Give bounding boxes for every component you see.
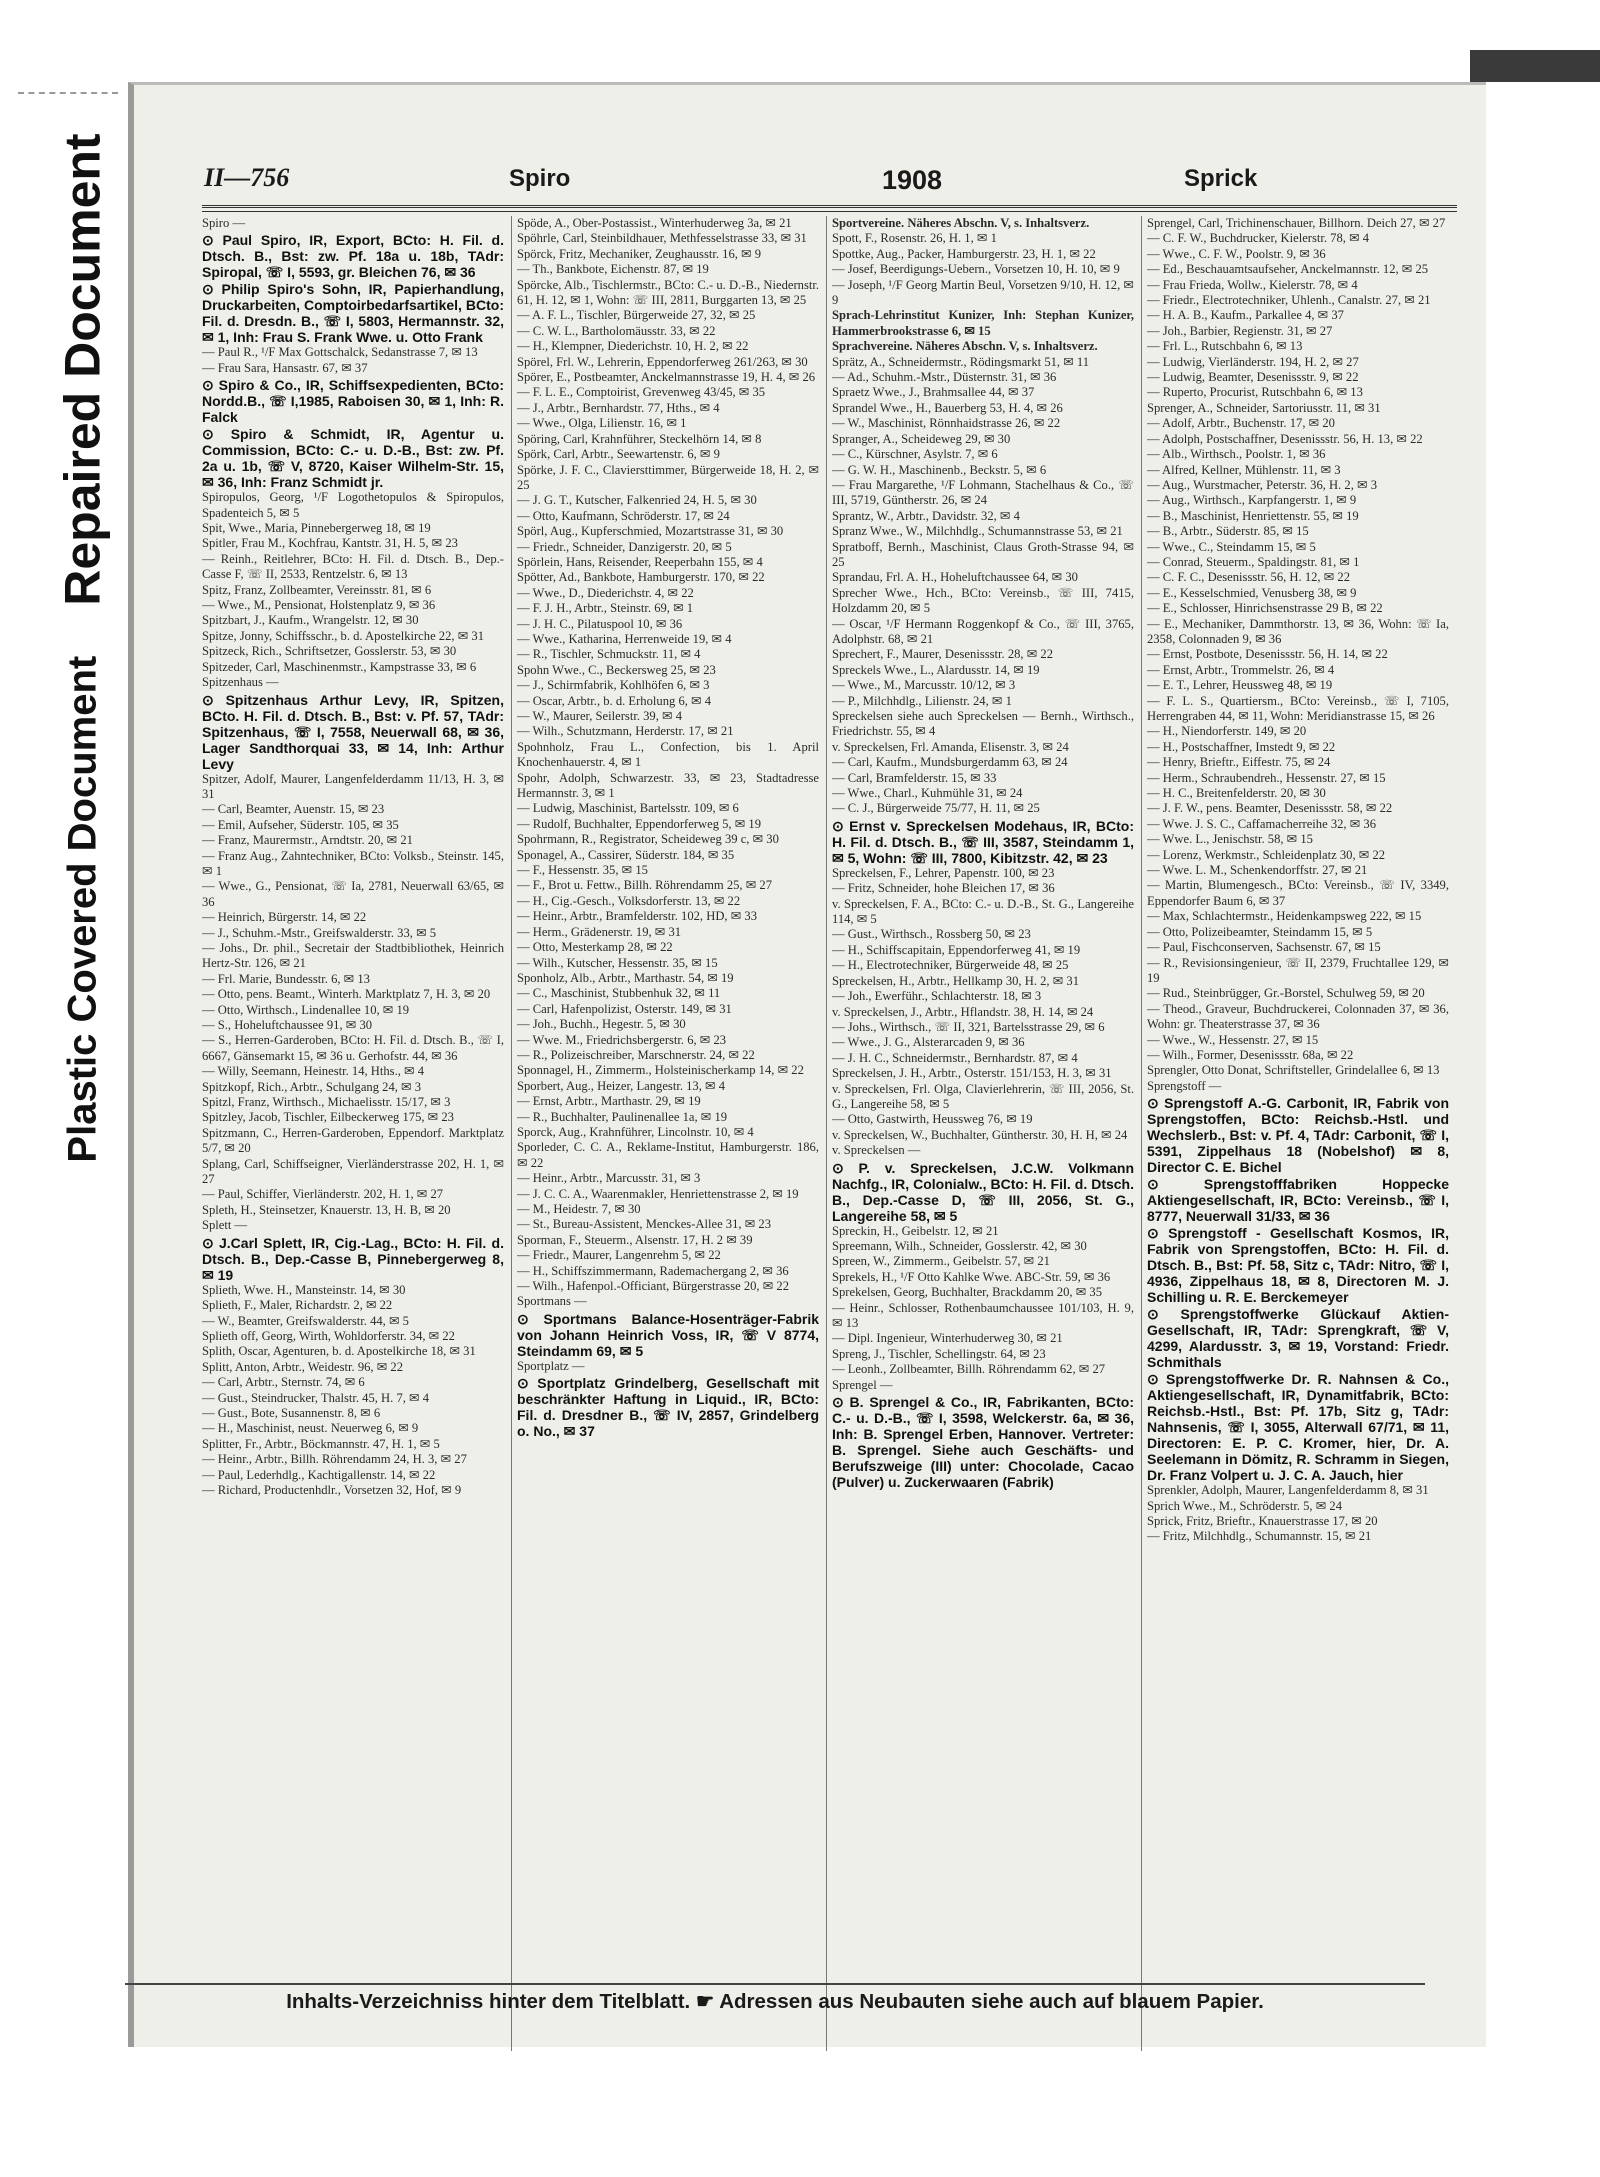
directory-entry: Sponholz, Alb., Arbtr., Marthastr. 54, ✉ 19	[517, 970, 734, 985]
directory-entry: Sprengel —	[832, 1377, 893, 1392]
directory-entry: — Frau Frieda, Wollw., Kielerstr. 78, ✉ 4	[1147, 277, 1358, 292]
directory-entry: — Emil, Aufseher, Süderstr. 105, ✉ 35	[202, 817, 399, 832]
directory-entry: — E., Schlosser, Hinrichsenstrasse 29 B, ✉ 22	[1147, 601, 1383, 616]
directory-entry: — W., Maurer, Seilerstr. 39, ✉ 4	[517, 709, 683, 723]
directory-entry: — W., Beamter, Greifswalderstr. 44, ✉ 5	[202, 1313, 409, 1328]
directory-entry: Sprenkler, Adolph, Maurer, Langenfelderdamm 8, ✉ 31	[1147, 1483, 1429, 1498]
directory-entry: — H., Niendorferstr. 149, ✉ 20	[1147, 724, 1307, 739]
directory-entry: — Ludwig, Vierländerstr. 194, H. 2, ✉ 27	[1147, 354, 1359, 369]
directory-entry: — Alb., Wirthsch., Poolstr. 1, ✉ 36	[1147, 447, 1326, 462]
directory-entry: — J. G. T., Kutscher, Falkenried 24, H. 5, ✉ 30	[517, 493, 757, 508]
directory-entry: Spreckin, H., Geibelstr. 12, ✉ 21	[832, 1223, 999, 1238]
directory-entry: Spranz Wwe., W., Milchhdlg., Schumannstrasse 53, ✉ 21	[832, 524, 1123, 539]
page-number: II—756	[204, 163, 290, 192]
directory-entry: Sprandau, Frl. A. H., Hoheluftchaussee 64, ✉ 30	[832, 570, 1078, 585]
directory-entry: Spitz, Franz, Zollbeamter, Vereinsstr. 81, ✉ 6	[202, 582, 432, 597]
side-label-line1: Plastic Covered Document	[60, 655, 105, 1163]
directory-entry: Spitzenhaus —	[202, 675, 279, 690]
directory-entry: ⊙ Sprengstoff - Gesellschaft Kosmos, IR, Fabrik von Sprengstoffen, BCto: H. Fil. d. Dtsch. B., Bst: Pf. 58, Sitz c, TAdr: Nitro, ☏ I, 4936, Zippelhaus 18, ✉ 8, Directoren M. J. Schilling u. R. E. Berckemeyer	[1147, 1225, 1449, 1306]
page-footer: Inhalts-Verzeichniss hinter dem Titelblatt. ☛ Adressen aus Neubauten siehe auch auf blauem Papier.	[125, 1983, 1425, 2014]
directory-entry: — Adolph, Postschaffner, Desenissstr. 56, H. 13, ✉ 22	[1147, 431, 1423, 446]
directory-entry: — Frl. Marie, Bundesstr. 6, ✉ 13	[202, 971, 370, 986]
directory-entry: v. Spreckelsen, J., Arbtr., Hflandstr. 38, H. 14, ✉ 24	[832, 1004, 1094, 1019]
directory-entry: — Reinh., Reitlehrer, BCto: H. Fil. d. Dtsch. B., Dep.-Casse F, ☏ II, 2533, Rentzelstr. 6, ✉ 13	[202, 551, 504, 582]
directory-entry: ⊙ Spiro & Co., IR, Schiffsexpedienten, BCto: Nordd.B., ☏ I,1985, Raboisen 30, ✉ 1, Inh: R. Falck	[202, 377, 504, 426]
directory-entry: — Ludwig, Beamter, Desenissstr. 9, ✉ 22	[1147, 370, 1359, 385]
directory-entry: Spörke, J. F. C., Claviersttimmer, Bürgerweide 18, H. 2, ✉ 25	[517, 462, 819, 492]
directory-entry: Spörl, Aug., Kupferschmied, Mozartstrasse 31, ✉ 30	[517, 524, 784, 539]
directory-entry: — A. F. L., Tischler, Bürgerweide 27, 32, ✉ 25	[517, 308, 756, 323]
directory-entry: Spohn Wwe., C., Beckersweg 25, ✉ 23	[517, 662, 716, 677]
directory-entry: ⊙ B. Sprengel & Co., IR, Fabrikanten, BCto: C.- u. D.-B., ☏ I, 3598, Welckerstr. 6a, ✉ 36, Inh: B. Sprengel Erben, Hannover. Vertreter: B. Sprengel. Siehe auch Geschäfts- und Berufszweige (III) unter: Chocolade, Cacao (Pulver) u. Zuckerwaaren (Fabrik)	[832, 1394, 1134, 1491]
directory-entry: — C., Kürschner, Asylstr. 7, ✉ 6	[832, 447, 998, 462]
directory-entry: v. Spreckelsen, F. A., BCto: C.- u. D.-B., St. G., Langereihe 114, ✉ 5	[832, 896, 1134, 927]
column-1	[202, 216, 504, 2051]
directory-entry: — Josef, Beerdigungs-Uebern., Vorsetzen 10, H. 10, ✉ 9	[832, 262, 1120, 277]
directory-entry: — Martin, Blumengesch., BCto: Vereinsb., ☏ IV, 3349, Eppendorfer Baum 6, ✉ 37	[1147, 878, 1449, 908]
directory-entry: — Rudolf, Buchhalter, Eppendorferweg 5, ✉ 19	[517, 816, 762, 831]
directory-entry: — Gust., Steindrucker, Thalstr. 45, H. 7, ✉ 4	[202, 1390, 430, 1405]
directory-entry: Sponnagel, H., Zimmerm., Holsteinischerkamp 14, ✉ 22	[517, 1063, 804, 1078]
directory-entry: — Wwe., D., Diederichstr. 4, ✉ 22	[517, 585, 694, 600]
directory-entry: — Heinr., Schlosser, Rothenbaumchaussee 101/103, H. 9, ✉ 13	[832, 1300, 1134, 1330]
directory-entry: — E., Kesselschmied, Venusberg 38, ✉ 9	[1147, 585, 1357, 600]
directory-entry: Splith, Oscar, Agenturen, b. d. Apostelkirche 18, ✉ 31	[202, 1344, 476, 1359]
directory-entry: — S., Herren-Garderoben, BCto: H. Fil. d. Dtsch. B., ☏ I, 6667, Gänsemarkt 15, ✉ 36 u. Gerhofstr. 44, ✉ 36	[202, 1033, 504, 1063]
directory-page	[128, 82, 1486, 2047]
directory-entry: — J. H. C., Schneidermstr., Bernhardstr. 87, ✉ 4	[832, 1050, 1078, 1065]
directory-entry: — H., Schiffszimmermann, Rademachergang 2, ✉ 36	[517, 1263, 789, 1278]
column-2	[517, 216, 819, 2051]
directory-entry: — P., Milchhdlg., Lilienstr. 24, ✉ 1	[832, 693, 1012, 708]
directory-entry: Sprengel, Carl, Trichinenschauer, Billhorn. Deich 27, ✉ 27	[1147, 216, 1446, 230]
directory-entry: Sporck, Aug., Krahnführer, Lincolnstr. 10, ✉ 4	[517, 1124, 754, 1139]
directory-entry: — Otto, Gastwirth, Heussweg 76, ✉ 19	[832, 1112, 1033, 1127]
directory-entry: — Paul, Schiffer, Vierländerstr. 202, H. 1, ✉ 27	[202, 1187, 444, 1202]
directory-entry: Sporleder, C. C. A., Reklame-Institut, Hamburgerstr. 186, ✉ 22	[517, 1140, 819, 1170]
directory-entry: Spiro —	[202, 216, 246, 230]
directory-entry: Spitzer, Adolf, Maurer, Langenfelderdamm 11/13, H. 3, ✉ 31	[202, 771, 504, 801]
header-year: 1908	[882, 165, 943, 195]
directory-entry: — E. T., Lehrer, Heussweg 48, ✉ 19	[1147, 678, 1333, 693]
directory-entry: — Franz, Maurermstr., Arndtstr. 20, ✉ 21	[202, 833, 413, 848]
directory-entry: Sportmans —	[517, 1294, 587, 1309]
directory-entry: ⊙ Ernst v. Spreckelsen Modehaus, IR, BCto: H. Fil. d. Dtsch. B., ☏ III, 3587, Steindamm 1, ✉ 5, Wohn: ☏ III, 7800, Kibitzstr. 42, ✉ 23	[832, 817, 1134, 866]
directory-entry: Spörer, E., Postbeamter, Anckelmannstrasse 19, H. 4, ✉ 26	[517, 370, 816, 385]
directory-entry: — Joh., Ewerführ., Schlachterstr. 18, ✉ 3	[832, 989, 1042, 1004]
directory-entry: — Adolf, Arbtr., Buchenstr. 17, ✉ 20	[1147, 416, 1335, 431]
directory-entry: Spraetz Wwe., J., Brahmsallee 44, ✉ 37	[832, 385, 1035, 400]
directory-entry: — Ernst, Arbtr., Trommelstr. 26, ✉ 4	[1147, 662, 1335, 677]
directory-entry: ⊙ Sportplatz Grindelberg, Gesellschaft mit beschränkter Haftung in Liquid., IR, BCto: Fil. d. Dresdner B., ☏ IV, 2857, Grindelberg o. No., ✉ 37	[517, 1375, 819, 1440]
directory-entry: — F., Hessenstr. 35, ✉ 15	[517, 863, 648, 878]
directory-entry: Spitler, Frau M., Kochfrau, Kantstr. 31, H. 5, ✉ 23	[202, 536, 458, 551]
directory-entry: — Wilh., Schutzmann, Herderstr. 17, ✉ 21	[517, 724, 734, 739]
directory-entry: — Frl. L., Rutschbahn 6, ✉ 13	[1147, 339, 1303, 354]
directory-entry: — J. H. C., Pilatuspool 10, ✉ 36	[517, 616, 683, 631]
directory-entry: — Conrad, Steuerm., Spaldingstr. 81, ✉ 1	[1147, 554, 1360, 569]
directory-entry: — Friedr., Schneider, Danzigerstr. 20, ✉ 5	[517, 539, 732, 554]
directory-entry: Spreckelsen, F., Lehrer, Papenstr. 100, ✉ 23	[832, 865, 1055, 880]
directory-entry: — H., Postschaffner, Imstedt 9, ✉ 22	[1147, 739, 1336, 754]
directory-entry: — Wwe. M., Friedrichsbergerstr. 6, ✉ 23	[517, 1032, 727, 1047]
column-divider	[1141, 216, 1142, 2051]
directory-entry: — Carl, Bramfelderstr. 15, ✉ 33	[832, 770, 997, 785]
directory-entry: — E., Mechaniker, Dammthorstr. 13, ✉ 36, Wohn: ☏ Ia, 2358, Colonnaden 9, ✉ 36	[1147, 616, 1449, 646]
directory-entry: Spohr, Adolph, Schwarzestr. 33, ✉ 23, Stadtadresse Hermannstr. 3, ✉ 1	[517, 770, 819, 801]
directory-entry: — Paul, Lederhdlg., Kachtigallenstr. 14, ✉ 22	[202, 1467, 436, 1482]
directory-entry: — Wwe., M., Pensionat, Holstenplatz 9, ✉ 36	[202, 598, 436, 613]
directory-entry: — Rud., Steinbrügger, Gr.-Borstel, Schulweg 59, ✉ 20	[1147, 986, 1425, 1001]
directory-entry: — Heinr., Arbtr., Bramfelderstr. 102, HD, ✉ 33	[517, 909, 758, 924]
directory-entry: — Ruperto, Procurist, Rutschbahn 6, ✉ 13	[1147, 385, 1363, 400]
directory-entry: — Friedr., Maurer, Langenrehm 5, ✉ 22	[517, 1248, 721, 1263]
directory-entry: — H. A. B., Kaufm., Parkallee 4, ✉ 37	[1147, 308, 1344, 323]
directory-entry: — Fritz, Milchhdlg., Schumannstr. 15, ✉ 21	[1147, 1529, 1372, 1544]
directory-entry: — Carl, Kaufm., Mundsburgerdamm 63, ✉ 24	[832, 755, 1068, 770]
directory-entry: Spottke, Aug., Packer, Hamburgerstr. 23, H. 1, ✉ 22	[832, 246, 1096, 261]
directory-entry: — Dipl. Ingenieur, Winterhuderweg 30, ✉ 21	[832, 1331, 1063, 1346]
directory-entry: Splieth off, Georg, Wirth, Wohldorferstr. 34, ✉ 22	[202, 1328, 455, 1343]
directory-entry: — R., Tischler, Schmuckstr. 11, ✉ 4	[517, 647, 701, 662]
directory-entry: — W., Maschinist, Rönnhaidstrasse 26, ✉ 22	[832, 416, 1061, 431]
directory-entry: — C. W. L., Bartholomäusstr. 33, ✉ 22	[517, 323, 716, 338]
directory-entry: Spitzl, Franz, Wirthsch., Michaelisstr. 15/17, ✉ 3	[202, 1095, 451, 1110]
directory-entry: — H. C., Breitenfelderstr. 20, ✉ 30	[1147, 786, 1326, 801]
directory-entry: — Heinr., Arbtr., Marcusstr. 31, ✉ 3	[517, 1171, 701, 1186]
directory-entry: — Wwe., C., Steindamm 15, ✉ 5	[1147, 539, 1316, 554]
directory-entry: — Carl, Beamter, Auenstr. 15, ✉ 23	[202, 802, 385, 817]
directory-entry: — Aug., Wurstmacher, Peterstr. 36, H. 2, ✉ 3	[1147, 477, 1378, 492]
side-label	[38, 118, 128, 1178]
directory-entry: Spreen, W., Zimmerm., Geibelstr. 57, ✉ 21	[832, 1254, 1050, 1269]
directory-entry: — Oscar, ¹/F Hermann Roggenkopf & Co., ☏ III, 3765, Adolphstr. 68, ✉ 21	[832, 616, 1134, 646]
directory-entry: — St., Bureau-Assistent, Menckes-Allee 31, ✉ 23	[517, 1217, 771, 1232]
directory-entry: — Lorenz, Werkmstr., Schleidenplatz 30, ✉ 22	[1147, 847, 1386, 862]
directory-entry: — Herm., Schraubendreh., Hessenstr. 27, ✉ 15	[1147, 770, 1386, 785]
directory-entry: — B., Arbtr., Süderstr. 85, ✉ 15	[1147, 524, 1309, 539]
directory-entry: — H., Maschinist, neust. Neuerweg 6, ✉ 9	[202, 1421, 419, 1436]
header-left-word: Spiro	[509, 165, 571, 192]
header-right-word: Sprick	[1184, 165, 1258, 192]
directory-entry: Sprick, Fritz, Brieftr., Knauerstrasse 17, ✉ 20	[1147, 1513, 1378, 1528]
top-left-dashes	[18, 92, 118, 94]
directory-entry: — F. L. S., Quartiersm., BCto: Vereinsb., ☏ I, 7105, Herrengraben 44, ✉ 11, Wohn: Meridianstrasse 15, ✉ 26	[1147, 693, 1449, 723]
directory-entry: Sprecher Wwe., Hch., BCto: Vereinsb., ☏ III, 7415, Holzdamm 20, ✉ 5	[832, 585, 1134, 616]
directory-entry: Sprekels, H., ¹/F Otto Kahlke Wwe. ABC-Str. 59, ✉ 36	[832, 1269, 1111, 1284]
header-rule	[202, 205, 1457, 212]
directory-entry: Splang, Carl, Schiffseigner, Vierländerstrasse 202, H. 1, ✉ 27	[202, 1156, 504, 1187]
directory-entry: — F. L. E., Comptoirist, Grevenweg 43/45, ✉ 35	[517, 385, 766, 400]
directory-entry: v. Spreckelsen, W., Buchhalter, Güntherstr. 30, H. H, ✉ 24	[832, 1127, 1128, 1142]
directory-entry: — F. J. H., Arbtr., Steinstr. 69, ✉ 1	[517, 601, 694, 616]
directory-entry: Spötter, Ad., Bankbote, Hamburgerstr. 170, ✉ 22	[517, 570, 765, 585]
directory-entry: — H., Electrotechniker, Bürgerweide 48, ✉ 25	[832, 958, 1069, 973]
directory-entry: — Otto, Kaufmann, Schröderstr. 17, ✉ 24	[517, 508, 730, 523]
directory-entry: Sportvereine. Näheres Abschn. V, s. Inhaltsverz.	[832, 216, 1090, 230]
directory-entry: — J. F. W., pens. Beamter, Desenissstr. 58, ✉ 22	[1147, 801, 1393, 816]
directory-entry: Spreckelsen, H., Arbtr., Hellkamp 30, H. 2, ✉ 31	[832, 973, 1079, 988]
directory-entry: — Otto, Mesterkamp 28, ✉ 22	[517, 940, 673, 955]
directory-entry: — J. C. C. A., Waarenmakler, Henriettenstrasse 2, ✉ 19	[517, 1186, 799, 1201]
directory-entry: — Wilh., Hafenpol.-Officiant, Bürgerstrasse 20, ✉ 22	[517, 1279, 790, 1294]
directory-entry: — Leonh., Zollbeamter, Billh. Röhrendamm 62, ✉ 27	[832, 1362, 1106, 1377]
directory-entry: Splieth, Wwe. H., Mansteinstr. 14, ✉ 30	[202, 1282, 406, 1297]
directory-entry: Spreng, J., Tischler, Schellingstr. 64, ✉ 23	[832, 1346, 1046, 1361]
directory-entry: — Frau Sara, Hansastr. 67, ✉ 37	[202, 360, 368, 375]
directory-entry: — Wwe. L. M., Schenkendorffstr. 27, ✉ 21	[1147, 863, 1368, 878]
directory-entry: — Friedr., Electrotechniker, Uhlenh., Canalstr. 27, ✉ 21	[1147, 293, 1431, 308]
directory-entry: — R., Buchhalter, Paulinenallee 1a, ✉ 19	[517, 1109, 728, 1124]
directory-entry: — F., Brot u. Fettw., Billh. Röhrendamm 25, ✉ 27	[517, 878, 773, 893]
directory-entry: Spörcke, Alb., Tischlermstr., BCto: C.- u. D.-B., Niedernstr. 61, H. 12, ✉ 1, Wohn: ☏ III, 2811, Burggarten 13, ✉ 25	[517, 277, 819, 308]
directory-entry: — Wwe., Katharina, Herrenweide 19, ✉ 4	[517, 631, 732, 646]
directory-entry: — Wwe., M., Marcusstr. 10/12, ✉ 3	[832, 678, 1016, 693]
directory-entry: Sponagel, A., Cassirer, Süderstr. 184, ✉ 35	[517, 847, 735, 862]
directory-entry: — J., Schuhm.-Mstr., Greifswalderstr. 33, ✉ 5	[202, 925, 437, 940]
directory-entry: Splieth, F., Maler, Richardstr. 2, ✉ 22	[202, 1298, 393, 1313]
directory-entry: v. Spreckelsen, Frl. Amanda, Elisenstr. 3, ✉ 24	[832, 739, 1069, 754]
directory-entry: Spitzeder, Carl, Maschinenmstr., Kampstrasse 33, ✉ 6	[202, 659, 477, 674]
directory-entry: — Otto, pens. Beamt., Winterh. Marktplatz 7, H. 3, ✉ 20	[202, 987, 491, 1002]
directory-entry: ⊙ Sprengstofffabriken Hoppecke Aktiengesellschaft, IR, BCto: Vereinsb., ☏ I, 8777, Neuerwall 31/33, ✉ 36	[1147, 1176, 1449, 1225]
directory-entry: — Ad., Schuhm.-Mstr., Düsternstr. 31, ✉ 36	[832, 370, 1057, 385]
directory-entry: — Carl, Arbtr., Sternstr. 74, ✉ 6	[202, 1375, 365, 1390]
directory-entry: ⊙ P. v. Spreckelsen, J.C.W. Volkmann Nachfg., IR, Colonialw., BCto: H. Fil. d. Dtsch. B., Dep.-Casse D, ☏ III, 2056, St. G., Langereihe 58, ✉ 5	[832, 1159, 1134, 1224]
directory-entry: — H., Klempner, Diederichstr. 10, H. 2, ✉ 22	[517, 339, 749, 354]
directory-entry: — Ludwig, Maschinist, Bartelsstr. 109, ✉ 6	[517, 801, 739, 816]
directory-entry: ⊙ Sprengstoffwerke Dr. R. Nahnsen & Co., Aktiengesellschaft, IR, Dynamitfabrik, BCto: Reichsb.-Hstl., Bst: Pf. 17b, Sitz g, TAdr: Nahnsenis, ☏ I, 3055, Alterwall 67/71, ✉ 11, Directoren: E. P. C. Kromer, hier, Dr. A. Seelemann in Dömitz, R. Schramm in Siegen, Dr. Franz Volpert u. J. C. A. Jauch, hier	[1147, 1371, 1449, 1484]
directory-entry: Spohnholz, Frau L., Confection, bis 1. April Knochenhauerstr. 4, ✉ 1	[517, 739, 819, 770]
directory-entry: Spreemann, Wilh., Schneider, Gosslerstr. 42, ✉ 30	[832, 1238, 1087, 1253]
directory-entry: — Wwe., J. G., Alsterarcaden 9, ✉ 36	[832, 1035, 1025, 1050]
directory-entry: — Heinrich, Bürgerstr. 14, ✉ 22	[202, 910, 367, 925]
directory-entry: — Gust., Wirthsch., Rossberg 50, ✉ 23	[832, 927, 1031, 942]
directory-entry: — Oscar, Arbtr., b. d. Erholung 6, ✉ 4	[517, 693, 712, 708]
directory-entry: ⊙ Philip Spiro's Sohn, IR, Papierhandlung, Druckarbeiten, Comptoirbedarfsartikel, BCto: Fil. d. Dresdn. B., ☏ I, 5803, Hermannstr. 32, ✉ 1, Inh: Frau S. Frank Wwe. u. Otto Frank	[202, 281, 504, 346]
directory-entry: — Wwe., W., Hessenstr. 27, ✉ 15	[1147, 1032, 1319, 1047]
directory-entry: — C. F. W., Buchdrucker, Kielerstr. 78, ✉ 4	[1147, 231, 1370, 246]
directory-entry: — Wwe., G., Pensionat, ☏ Ia, 2781, Neuerwall 63/65, ✉ 36	[202, 879, 504, 909]
directory-entry: — Richard, Productenhdlr., Vorsetzen 32, Hof, ✉ 9	[202, 1482, 462, 1497]
directory-entry: ⊙ Sportmans Balance-Hosenträger-Fabrik von Johann Heinrich Voss, IR, ☏ V 8774, Steindamm 69, ✉ 5	[517, 1310, 819, 1359]
directory-entry: Spreckels Wwe., L., Alardusstr. 14, ✉ 19	[832, 662, 1040, 677]
directory-entry: Spreckelsen, J. H., Arbtr., Osterstr. 151/153, H. 3, ✉ 31	[832, 1066, 1112, 1081]
directory-entry: Sprachvereine. Näheres Abschn. V, s. Inhaltsverz.	[832, 339, 1098, 354]
directory-entry: — Gust., Bote, Susannenstr. 8, ✉ 6	[202, 1405, 381, 1420]
directory-entry: Spratboff, Bernh., Maschinist, Claus Groth-Strasse 94, ✉ 25	[832, 539, 1134, 569]
directory-entry: — G. W. H., Maschinenb., Beckstr. 5, ✉ 6	[832, 462, 1047, 477]
directory-entry: ⊙ J.Carl Splett, IR, Cig.-Lag., BCto: H. Fil. d. Dtsch. B., Dep.-Casse B, Pinnebergerweg 8, ✉ 19	[202, 1234, 504, 1283]
directory-entry: Sprengstoff —	[1147, 1078, 1222, 1093]
directory-entry: Spitzeck, Rich., Schriftsetzer, Gosslerstr. 53, ✉ 30	[202, 644, 457, 659]
directory-entry: — Wwe. L., Jenischstr. 58, ✉ 15	[1147, 832, 1313, 847]
directory-entry: — Ernst, Arbtr., Marthastr. 29, ✉ 19	[517, 1094, 701, 1109]
directory-entry: — Th., Bankbote, Eichenstr. 87, ✉ 19	[517, 262, 709, 277]
directory-entry: Sportplatz —	[517, 1358, 585, 1373]
directory-entry: Spitzley, Jacob, Tischler, Eilbeckerweg 175, ✉ 23	[202, 1110, 454, 1125]
directory-entry: — Wilh., Former, Desenissstr. 68a, ✉ 22	[1147, 1047, 1354, 1062]
directory-entry: Sprechert, F., Maurer, Desenissstr. 28, ✉ 22	[832, 647, 1053, 662]
directory-entry: — Herm., Grädenerstr. 19, ✉ 31	[517, 924, 682, 939]
directory-entry: ⊙ Sprengstoff A.-G. Carbonit, IR, Fabrik von Sprengstoffen, BCto: Reichsb.-Hstl. und Wechslerb., Bst: v. Pf. 4, TAdr: Carbonit, ☏ I, 5391, Zippelhaus 18 (Nobelshof) ✉ 8, Director C. E. Bichel	[1147, 1095, 1449, 1176]
directory-entry: — Joh., Buchh., Hegestr. 5, ✉ 30	[517, 1017, 686, 1032]
directory-entry: — Paul, Fischconserven, Sachsenstr. 67, ✉ 15	[1147, 940, 1381, 955]
directory-entry: — Joseph, ¹/F Georg Martin Beul, Vorsetzen 9/10, H. 12, ✉ 9	[832, 277, 1134, 308]
directory-entry: — Heinr., Arbtr., Billh. Röhrendamm 24, H. 3, ✉ 27	[202, 1452, 467, 1467]
directory-entry: Spiropulos, Georg, ¹/F Logothetopulos & Spiropulos, Spadenteich 5, ✉ 5	[202, 490, 504, 520]
directory-entry: Spitzmann, C., Herren-Garderoben, Eppendorf. Marktplatz 5/7, ✉ 20	[202, 1125, 504, 1156]
directory-entry: Sporbert, Aug., Heizer, Langestr. 13, ✉ 4	[517, 1078, 726, 1093]
directory-entry: — Johs., Wirthsch., ☏ II, 321, Bartelsstrasse 29, ✉ 6	[832, 1019, 1105, 1034]
directory-entry: Sprekelsen, Georg, Buchhalter, Brackdamm 20, ✉ 35	[832, 1285, 1103, 1300]
directory-entry: Spitzbart, J., Kaufm., Wrangelstr. 12, ✉ 30	[202, 613, 419, 628]
directory-entry: Spöhrle, Carl, Steinbildhauer, Methfesselstrasse 33, ✉ 31	[517, 231, 807, 246]
directory-entry: ⊙ Spiro & Schmidt, IR, Agentur u. Commission, BCto: C.- u. D.-B., Bst: zw. Pf. 2a u. 1b, ☏ V, 8720, Kaiser Wilhelm-Str. 15, ✉ 36, Inh: Franz Schmidt jr.	[202, 426, 504, 491]
directory-entry: — Johs., Dr. phil., Secretair der Stadtbibliothek, Heinrich Hertz-Str. 126, ✉ 21	[202, 940, 504, 971]
directory-columns	[202, 216, 1457, 2051]
directory-entry: — Fritz, Schneider, hohe Bleichen 17, ✉ 36	[832, 881, 1055, 896]
directory-entry: — Otto, Wirthsch., Lindenallee 10, ✉ 19	[202, 1002, 410, 1017]
directory-entry: — Wilh., Kutscher, Hessenstr. 35, ✉ 15	[517, 955, 718, 970]
directory-entry: — Henry, Brieftr., Eiffestr. 75, ✉ 24	[1147, 755, 1331, 770]
directory-entry: — Aug., Wirthsch., Karpfangerstr. 1, ✉ 9	[1147, 493, 1357, 508]
directory-entry: — Carl, Hafenpolizist, Osterstr. 149, ✉ 31	[517, 1001, 732, 1016]
directory-entry: Spörck, Fritz, Mechaniker, Zeughausstr. 16, ✉ 9	[517, 246, 762, 261]
directory-entry: ⊙ Spitzenhaus Arthur Levy, IR, Spitzen, BCto. H. Fil. d. Dtsch. B., Bst: v. Pf. 57, TAdr: Spitzenhaus, ☏ I, 7558, Neuerwall 68, ✉ 36, Lager Sandthorquai 33, ✉ 14, Inh: Arthur Levy	[202, 691, 504, 772]
directory-entry: Spörlein, Hans, Reisender, Reeperbahn 155, ✉ 4	[517, 554, 763, 569]
side-label-line2: Repaired Document	[55, 133, 111, 606]
column-4	[1147, 216, 1449, 2051]
directory-entry: — Max, Schlachtermstr., Heidenkampsweg 222, ✉ 15	[1147, 909, 1422, 924]
directory-entry: Sprenger, A., Schneider, Sartoriusstr. 11, ✉ 31	[1147, 400, 1381, 415]
directory-entry: Splett —	[202, 1218, 248, 1233]
directory-entry: Sprich Wwe., M., Schröderstr. 5, ✉ 24	[1147, 1498, 1343, 1513]
directory-entry: Spörel, Frl. W., Lehrerin, Eppendorferweg 261/263, ✉ 30	[517, 354, 808, 369]
directory-entry: Spohrmann, R., Registrator, Scheideweg 39 c, ✉ 30	[517, 832, 779, 847]
directory-entry: Sprengler, Otto Donat, Schriftsteller, Grindelallee 6, ✉ 13	[1147, 1063, 1440, 1078]
directory-entry: — Joh., Barbier, Regienstr. 31, ✉ 27	[1147, 323, 1333, 338]
directory-entry: Sprantz, W., Arbtr., Davidstr. 32, ✉ 4	[832, 508, 1020, 523]
directory-entry: Spitze, Jonny, Schiffsschr., b. d. Apostelkirche 22, ✉ 31	[202, 628, 484, 643]
directory-entry: Splitter, Fr., Arbtr., Böckmannstr. 47, H. 1, ✉ 5	[202, 1436, 440, 1451]
directory-entry: — Franz Aug., Zahntechniker, BCto: Volksb., Steinstr. 145, ✉ 1	[202, 848, 504, 878]
directory-entry: Spreckelsen siehe auch Spreckelsen — Bernh., Wirthsch., Friedrichstr. 55, ✉ 4	[832, 709, 1134, 739]
directory-entry: — H., Cig.-Gesch., Volksdorferstr. 13, ✉ 22	[517, 893, 741, 908]
directory-entry: Spöde, A., Ober-Postassist., Winterhuderweg 3a, ✉ 21	[517, 216, 792, 230]
directory-entry: — C. F. C., Desenissstr. 56, H. 12, ✉ 22	[1147, 570, 1351, 585]
directory-entry: ⊙ Sprengstoffwerke Glückauf Aktien-Gesellschaft, IR, TAdr: Sprengkraft, ☏ V, 4299, Alardusstr. 3, ✉ 19, Vorstand: Friedr. Schmithals	[1147, 1306, 1449, 1371]
page-header	[204, 163, 1459, 203]
directory-entry: — S., Hoheluftchaussee 91, ✉ 30	[202, 1018, 373, 1032]
directory-entry: — R., Polizeischreiber, Marschnerstr. 24, ✉ 22	[517, 1047, 755, 1062]
directory-entry: — Alfred, Kellner, Mühlenstr. 11, ✉ 3	[1147, 462, 1341, 477]
directory-entry: — Wwe., C. F. W., Poolstr. 9, ✉ 36	[1147, 246, 1326, 261]
directory-entry: — Wwe., Charl., Kuhmühle 31, ✉ 24	[832, 786, 1023, 801]
directory-entry: — Willy, Seemann, Heinestr. 14, Hths., ✉ 4	[202, 1064, 425, 1079]
directory-entry: Sporman, F., Steuerm., Alsenstr. 17, H. 2 ✉ 39	[517, 1232, 753, 1247]
directory-entry: — Ernst, Postbote, Desenissstr. 56, H. 14, ✉ 22	[1147, 647, 1388, 662]
directory-entry: Sprach-Lehrinstitut Kunizer, Inh: Stephan Kunizer, Hammerbrookstrasse 6, ✉ 15	[832, 308, 1134, 338]
directory-entry: Spörk, Carl, Arbtr., Seewartenstr. 6, ✉ 9	[517, 447, 720, 462]
directory-entry: — Wwe., Olga, Lilienstr. 16, ✉ 1	[517, 416, 687, 431]
directory-entry: — Theod., Graveur, Buchdruckerei, Colonnaden 37, ✉ 36, Wohn: gr. Theaterstrasse 37, ✉ 36	[1147, 1001, 1449, 1032]
directory-entry: — R., Revisionsingenieur, ☏ II, 2379, Fruchtallee 129, ✉ 19	[1147, 955, 1449, 985]
directory-entry: — Otto, Polizeibeamter, Steindamm 15, ✉ 5	[1147, 924, 1373, 939]
directory-entry: Sprätz, A., Schneidermstr., Rödingsmarkt 51, ✉ 11	[832, 354, 1090, 369]
directory-entry: ⊙ Paul Spiro, IR, Export, BCto: H. Fil. d. Dtsch. B., Bst: zw. Pf. 18a u. 18b, TAdr: Spiropal, ☏ I, 5593, gr. Bleichen 76, ✉ 36	[202, 232, 504, 281]
scan-edge-shadow	[1470, 50, 1600, 82]
directory-entry: — C. J., Bürgerweide 75/77, H. 11, ✉ 25	[832, 801, 1040, 816]
directory-entry: Spott, F., Rosenstr. 26, H. 1, ✉ 1	[832, 231, 997, 246]
directory-entry: Splitt, Anton, Arbtr., Weidestr. 96, ✉ 22	[202, 1359, 404, 1374]
directory-entry: Spranger, A., Scheideweg 29, ✉ 30	[832, 431, 1011, 446]
directory-entry: — B., Maschinist, Henriettenstr. 55, ✉ 19	[1147, 508, 1359, 523]
directory-entry: — Wwe. J. S. C., Caffamacherreihe 32, ✉ 36	[1147, 816, 1377, 831]
directory-entry: — H., Schiffscapitain, Eppendorferweg 41, ✉ 19	[832, 942, 1081, 957]
directory-entry: Spleth, H., Steinsetzer, Knauerstr. 13, H. B, ✉ 20	[202, 1202, 451, 1217]
directory-entry: — J., Schirmfabrik, Kohlhöfen 6, ✉ 3	[517, 678, 710, 693]
directory-entry: — Ed., Beschauamtsaufseher, Anckelmannstr. 12, ✉ 25	[1147, 262, 1429, 277]
column-divider	[511, 216, 512, 2051]
column-divider	[826, 216, 827, 2051]
column-3	[832, 216, 1134, 2051]
directory-entry: Spit, Wwe., Maria, Pinnebergerweg 18, ✉ 19	[202, 521, 431, 536]
directory-entry: — C., Maschinist, Stubbenhuk 32, ✉ 11	[517, 986, 721, 1001]
directory-entry: Sprandel Wwe., H., Bauerberg 53, H. 4, ✉ 26	[832, 400, 1063, 415]
directory-entry: Spöring, Carl, Krahnführer, Steckelhörn 14, ✉ 8	[517, 431, 762, 446]
directory-entry: v. Spreckelsen, Frl. Olga, Clavierlehrerin, ☏ III, 2056, St. G., Langereihe 58, ✉ 5	[832, 1081, 1134, 1111]
directory-entry: — Paul R., ¹/F Max Gottschalck, Sedanstrasse 7, ✉ 13	[202, 345, 478, 360]
directory-entry: Spitzkopf, Rich., Arbtr., Schulgang 24, ✉ 3	[202, 1079, 422, 1094]
directory-entry: — Frau Margarethe, ¹/F Lohmann, Stachelhaus & Co., ☏ III, 5719, Güntherstr. 26, ✉ 24	[832, 477, 1134, 508]
directory-entry: — J., Arbtr., Bernhardstr. 77, Hths., ✉ 4	[517, 400, 720, 415]
directory-entry: v. Spreckelsen —	[832, 1143, 921, 1158]
directory-entry: — M., Heidestr. 7, ✉ 30	[517, 1202, 641, 1216]
